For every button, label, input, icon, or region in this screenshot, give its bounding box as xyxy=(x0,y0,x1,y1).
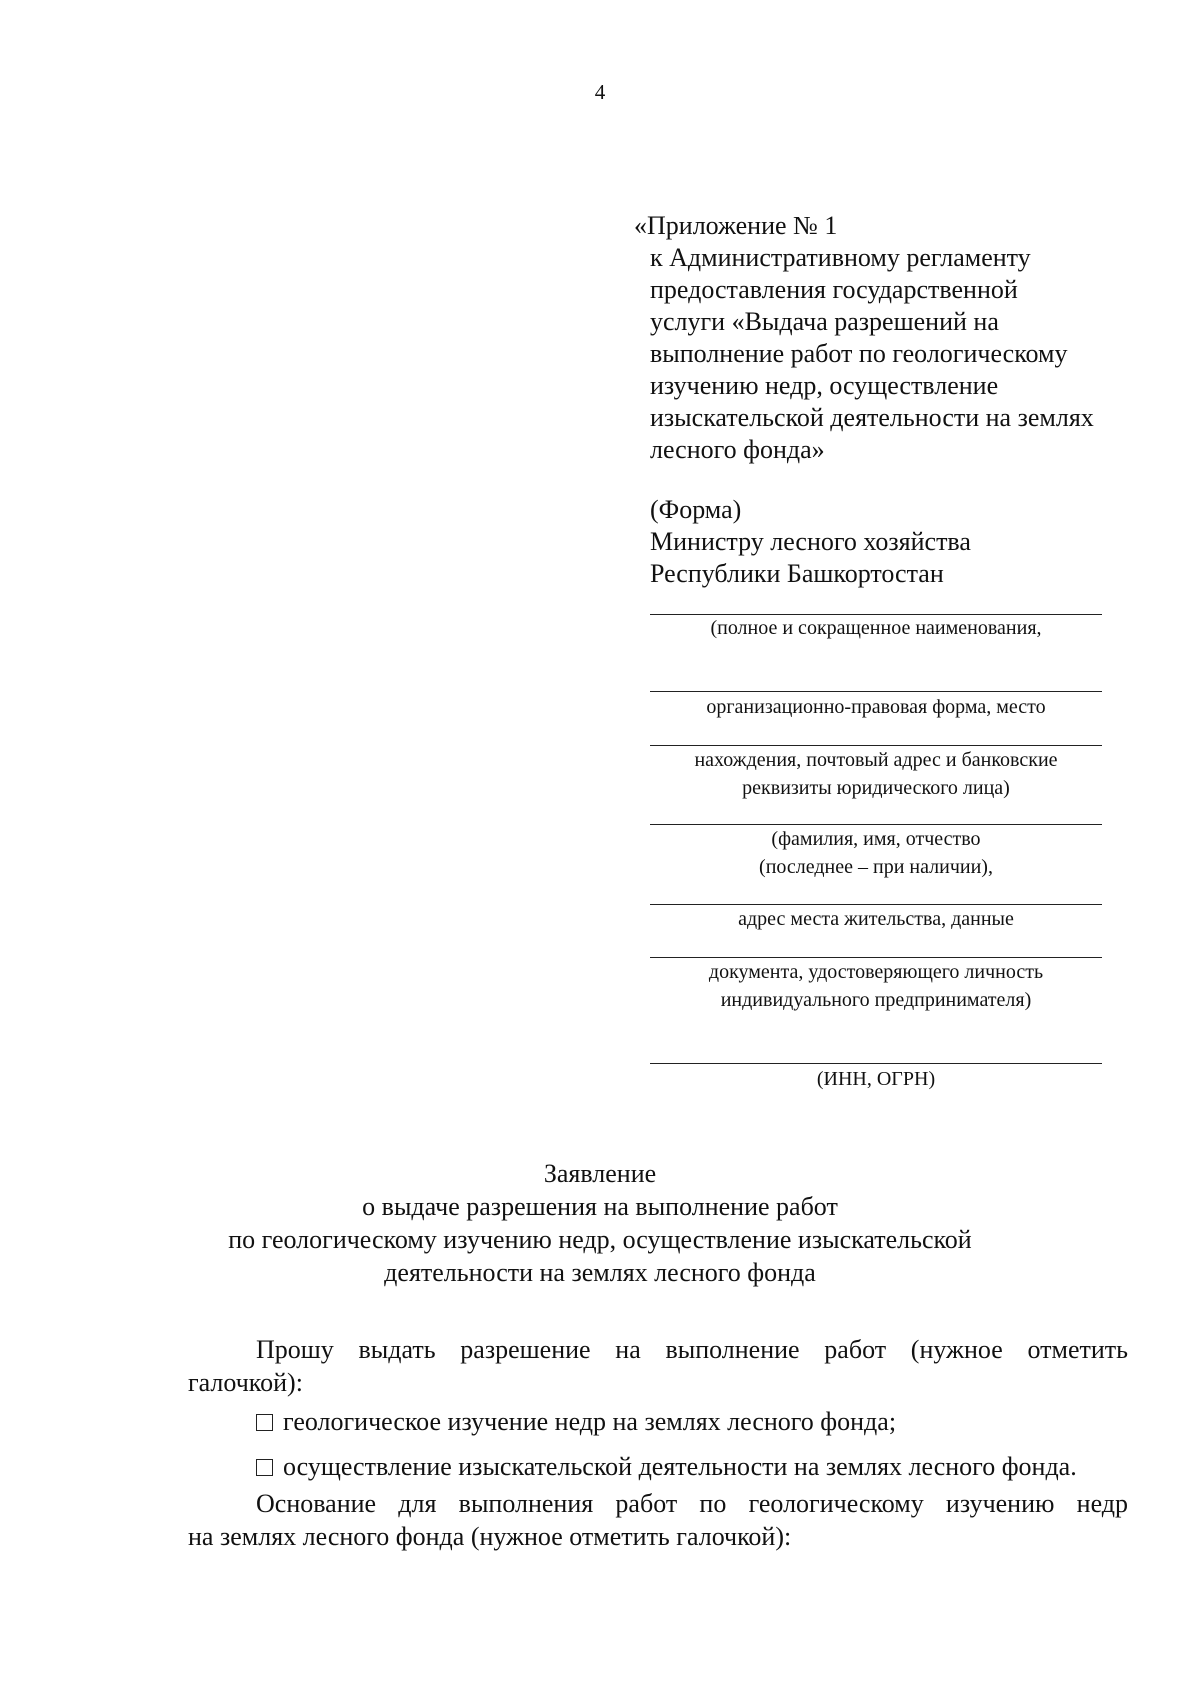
request-text-line: галочкой): xyxy=(188,1368,303,1397)
fill-line-inn[interactable] xyxy=(650,1063,1102,1064)
appendix-title: «Приложение № 1 xyxy=(634,211,838,240)
appendix-line: изучению недр, осуществление xyxy=(650,371,999,400)
document-title: Заявление xyxy=(543,1159,657,1188)
hint-patronymic: (последнее – при наличии), xyxy=(759,856,993,878)
checkbox-icon[interactable] xyxy=(256,1414,273,1431)
hint-entrepreneur: индивидуального предпринимателя) xyxy=(720,989,1032,1011)
hint-inn: (ИНН, ОГРН) xyxy=(816,1068,936,1090)
basis-text-line: Основание для выполнения работ по геологическому изучению недр xyxy=(256,1489,1128,1518)
hint-legal-form: организационно-правовая форма, место xyxy=(706,696,1046,718)
appendix-line: изыскательской деятельности на землях xyxy=(650,403,1094,432)
option-label: осуществление изыскательской деятельности на землях лесного фонда. xyxy=(283,1452,1077,1481)
form-label: (Форма) xyxy=(650,495,742,524)
checkbox-icon[interactable] xyxy=(256,1459,273,1476)
recipient-line: Республики Башкортостан xyxy=(650,559,944,588)
option-label: геологическое изучение недр на землях лесного фонда; xyxy=(283,1407,897,1436)
recipient-block xyxy=(650,494,1150,590)
appendix-line: лесного фонда» xyxy=(650,435,825,464)
appendix-line: услуги «Выдача разрешений на xyxy=(650,307,999,336)
appendix-line: предоставления государственной xyxy=(650,275,1018,304)
option-geological-study[interactable] xyxy=(256,1405,896,1438)
heading-line: деятельности на землях лесного фонда xyxy=(384,1258,816,1287)
basis-text-line: на землях лесного фонда (нужное отметить галочкой): xyxy=(188,1522,792,1551)
document-heading xyxy=(0,1157,1200,1289)
hint-requisites: реквизиты юридического лица) xyxy=(742,777,1010,799)
heading-line: о выдаче разрешения на выполнение работ xyxy=(362,1192,838,1221)
fill-line-legal-form[interactable] xyxy=(650,691,1102,692)
appendix-line: выполнение работ по геологическому xyxy=(650,339,1068,368)
option-survey-activity[interactable] xyxy=(256,1450,1077,1483)
heading-line: по геологическому изучению недр, осуществление изыскательской xyxy=(228,1225,972,1254)
hint-address: нахождения, почтовый адрес и банковские xyxy=(694,749,1058,771)
appendix-line: к Административному регламенту xyxy=(650,243,1031,272)
hint-id-document: документа, удостоверяющего личность xyxy=(708,961,1044,983)
request-text-line: Прошу выдать разрешение на выполнение работ (нужное отметить xyxy=(256,1335,1128,1364)
hint-fio: (фамилия, имя, отчество xyxy=(771,828,981,850)
recipient-line: Министру лесного хозяйства xyxy=(650,527,971,556)
appendix-block xyxy=(634,210,1154,466)
page-number: 4 xyxy=(594,80,606,104)
hint-residence: адрес места жительства, данные xyxy=(738,908,1014,930)
hint-name: (полное и сокращенное наименования, xyxy=(710,617,1042,639)
